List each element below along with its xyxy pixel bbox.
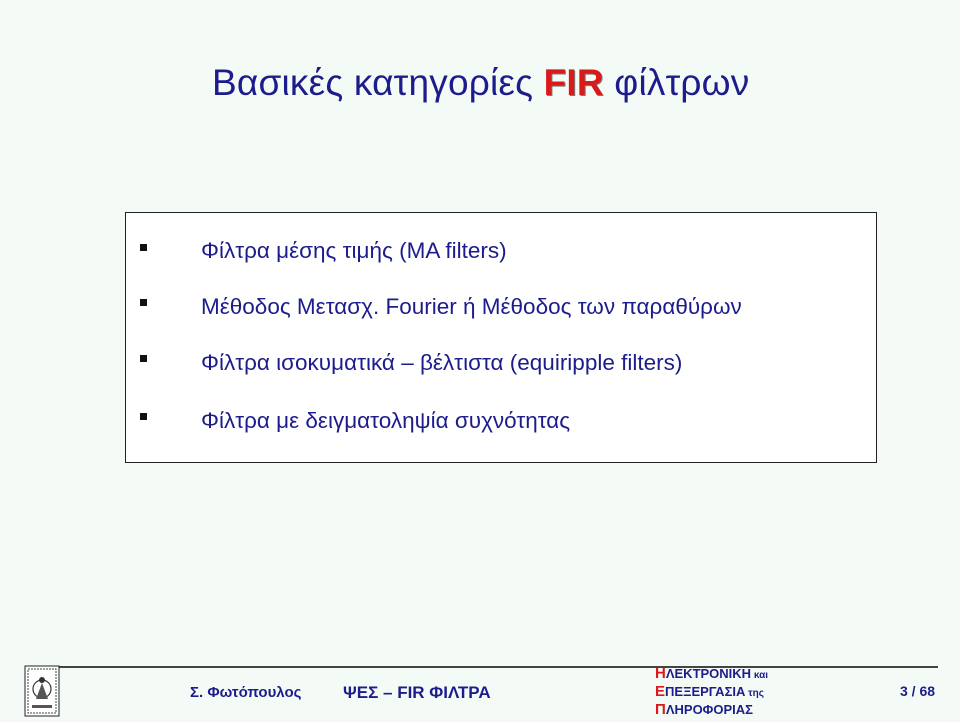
square-bullet-icon <box>140 299 147 306</box>
list-item-3: Φίλτρα ισοκυματικά – βέλτιστα (equiripple filters) <box>201 350 683 375</box>
footer-lab-name <box>655 666 768 718</box>
footer-course: ΨΕΣ – FIR ΦΙΛΤΡΑ <box>343 683 491 702</box>
title-pre: Βασικές κατηγορίες <box>212 62 544 103</box>
square-bullet-icon <box>140 244 147 251</box>
slide-title <box>212 62 749 104</box>
page-number: 3 / 68 <box>900 683 936 699</box>
lab-line-2: ΕΠΕΞΕΡΓΑΣΙΑ της <box>655 683 764 700</box>
title-post: φίλτρων <box>603 62 750 103</box>
square-bullet-icon <box>140 355 147 362</box>
lab-line-3: ΠΛΗΡΟΦΟΡΙΑΣ <box>655 701 753 718</box>
footer-author: Σ. Φωτόπουλος <box>190 684 302 701</box>
lab-line-1: ΗΛΕΚΤΡΟΝΙΚΗ και <box>655 665 769 682</box>
list-item-1: Φίλτρα μέσης τιμής (MA filters) <box>201 238 507 263</box>
title-accent: FIR <box>543 62 604 103</box>
square-bullet-icon <box>140 413 147 420</box>
list-item-2: Μέθοδος Μετασχ. Fourier ή Μέθοδος των παραθύρων <box>201 294 742 319</box>
list-item-4: Φίλτρα με δειγματοληψία συχνότητας <box>201 408 571 433</box>
footer-divider <box>58 666 938 668</box>
university-seal-icon <box>24 665 60 717</box>
